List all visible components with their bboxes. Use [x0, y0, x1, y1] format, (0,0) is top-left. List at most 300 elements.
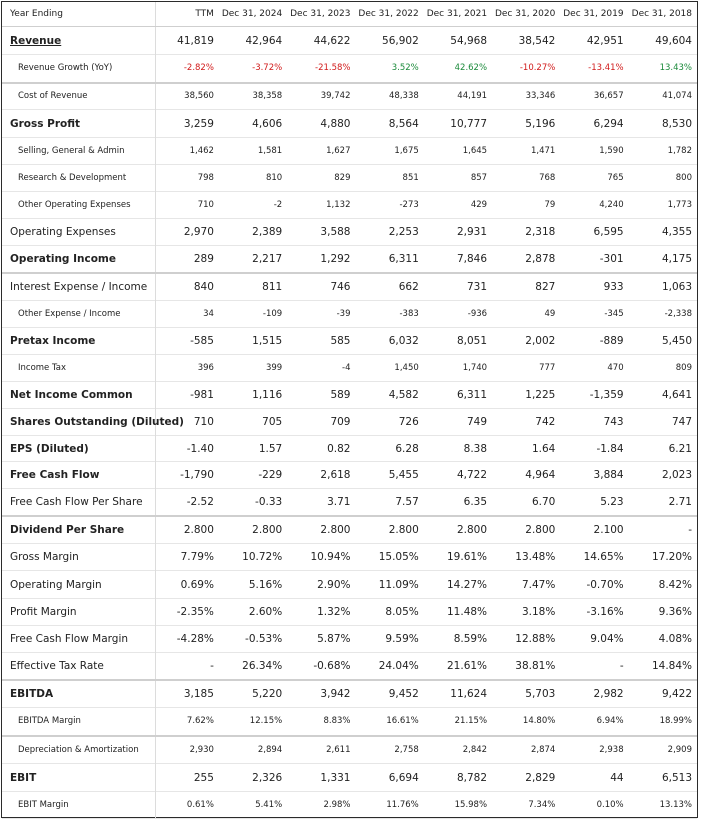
value-cell: 14.80%	[522, 716, 556, 727]
value-cell: 33,346	[525, 91, 556, 102]
value-cell: 1,675	[394, 146, 419, 156]
value-cell: 21.61%	[447, 659, 488, 672]
value-cell: 38,560	[184, 91, 214, 102]
value-cell: 38.81%	[515, 659, 556, 672]
table-row	[2, 83, 697, 110]
value-cell: 56,902	[382, 34, 419, 47]
value-cell: 42.62%	[454, 63, 488, 74]
table-row	[2, 165, 697, 192]
row-label: EBIT Margin	[18, 800, 69, 810]
row-label: Operating Income	[10, 252, 116, 265]
value-cell: -889	[599, 335, 624, 347]
row-label: Gross Profit	[10, 117, 81, 130]
value-cell: 10.72%	[242, 551, 283, 563]
value-cell: 2.60%	[248, 606, 283, 618]
value-cell: 1,627	[326, 146, 351, 156]
value-cell: 726	[398, 416, 419, 428]
value-cell: 9.36%	[658, 606, 692, 618]
value-cell: 5.87%	[317, 633, 351, 645]
value-cell: 5,196	[525, 117, 556, 130]
value-cell: -3.72%	[252, 63, 283, 74]
value-cell: 4,175	[661, 252, 692, 265]
value-cell: 4,606	[252, 117, 283, 130]
value-cell: 0.82	[327, 442, 351, 455]
value-cell: 4,964	[525, 469, 556, 481]
value-cell: 1,462	[189, 146, 214, 156]
value-cell: 44	[610, 771, 624, 784]
value-cell: 8,051	[456, 335, 488, 347]
value-cell: 6,595	[593, 226, 624, 238]
value-cell: 6,032	[388, 335, 419, 347]
value-cell: 809	[675, 363, 692, 373]
header-year-ending: Year Ending	[2, 2, 156, 27]
value-cell: 1,515	[252, 335, 283, 347]
value-cell: 42,951	[586, 34, 624, 47]
row-label-cell	[2, 708, 156, 736]
header-ttm[interactable]: TTM	[156, 2, 219, 27]
row-label-cell	[2, 301, 156, 328]
row-label-cell	[2, 110, 156, 138]
value-cell: 36,657	[593, 91, 624, 102]
value-cell: 2,970	[183, 226, 214, 238]
value-cell: 2,982	[593, 687, 624, 700]
value-cell: 34	[203, 309, 214, 319]
value-cell: -585	[190, 335, 214, 347]
value-cell: -21.58%	[315, 63, 351, 74]
row-label-cell	[2, 792, 156, 819]
value-cell: 6.70	[531, 495, 556, 508]
value-cell: 746	[330, 280, 351, 293]
value-cell: 6,694	[388, 771, 419, 784]
value-cell: -301	[599, 252, 624, 265]
value-cell: 749	[467, 416, 488, 428]
value-cell: 2.71	[668, 495, 692, 508]
row-label-cell	[2, 165, 156, 192]
value-cell: -936	[467, 309, 488, 319]
row-label: Profit Margin	[10, 606, 77, 618]
value-cell: 2.100	[593, 523, 624, 536]
value-cell: 8,564	[388, 117, 419, 130]
row-label: EBIT	[10, 771, 37, 784]
value-cell: 1,116	[252, 389, 283, 401]
value-cell: 8.38	[463, 442, 488, 455]
value-cell: 6,294	[593, 117, 624, 130]
value-cell: 710	[193, 416, 214, 428]
row-label: Dividend Per Share	[10, 523, 125, 536]
row-label-cell	[2, 409, 184, 436]
value-cell: 9.04%	[590, 633, 624, 645]
value-cell: -1.40	[186, 442, 214, 455]
financials-table-frame	[1, 1, 698, 818]
value-cell: 2.800	[525, 523, 556, 536]
value-cell: -273	[399, 200, 419, 210]
value-cell: 798	[197, 173, 214, 183]
value-cell: 16.61%	[386, 716, 419, 727]
value-cell: -345	[604, 309, 624, 319]
table-row	[2, 219, 697, 246]
table-row	[2, 489, 697, 516]
value-cell: 0.61%	[186, 800, 214, 810]
value-cell: 5.23	[600, 495, 624, 508]
value-cell: 2,894	[257, 744, 283, 755]
value-cell: 396	[197, 363, 214, 373]
value-cell: 2,002	[525, 335, 556, 347]
value-cell: 1.64	[531, 442, 556, 455]
value-cell: 7.62%	[186, 716, 214, 727]
value-cell: -109	[262, 309, 283, 319]
table-row	[2, 571, 697, 599]
value-cell: 3.52%	[391, 63, 419, 74]
value-cell: 6,311	[388, 252, 419, 265]
table-row	[2, 355, 697, 382]
value-cell: 2.98%	[323, 800, 351, 810]
value-cell: 13.13%	[659, 800, 692, 810]
value-cell: 2,611	[326, 744, 351, 755]
value-cell: 7.47%	[521, 578, 556, 591]
value-cell: 11.09%	[378, 578, 419, 591]
value-cell: -13.41%	[588, 63, 624, 74]
value-cell: 5.41%	[255, 800, 283, 810]
value-cell: 12.15%	[249, 716, 283, 727]
row-label-cell	[2, 328, 156, 355]
row-label: Pretax Income	[10, 335, 96, 347]
row-label: Free Cash Flow	[10, 469, 100, 481]
value-cell: -10.27%	[519, 63, 556, 74]
value-cell: 1,740	[462, 363, 488, 373]
value-cell: 3,259	[183, 117, 214, 130]
value-cell: 3,884	[593, 469, 624, 481]
table-row	[2, 764, 697, 792]
value-cell: 5,455	[388, 469, 419, 481]
value-cell: 6.94%	[596, 716, 624, 727]
row-label: EPS (Diluted)	[10, 442, 89, 455]
value-cell: 2,938	[599, 744, 624, 755]
value-cell: 49,604	[655, 34, 692, 47]
value-cell: 2,318	[525, 226, 556, 238]
value-cell: -4.28%	[176, 633, 214, 645]
table-row	[2, 436, 697, 462]
row-label: EBITDA	[10, 687, 54, 700]
row-label-cell	[2, 138, 156, 165]
value-cell: 9,422	[661, 687, 692, 700]
value-cell: 6.35	[463, 495, 488, 508]
value-cell: 42,964	[245, 34, 283, 47]
value-cell: 41,819	[177, 34, 214, 47]
value-cell: -1,790	[180, 469, 214, 481]
value-cell: 585	[330, 335, 351, 347]
table-row	[2, 192, 697, 219]
row-label-cell	[2, 27, 156, 55]
value-cell: 7.57	[395, 495, 419, 508]
value-cell: 49	[544, 309, 556, 319]
value-cell: -2.35%	[176, 606, 214, 618]
row-label-cell	[2, 436, 156, 462]
value-cell: 79	[544, 200, 556, 210]
value-cell: -2.52	[186, 495, 214, 508]
table-row	[2, 462, 697, 489]
value-cell: 41,074	[662, 91, 692, 102]
value-cell: -1,359	[589, 389, 624, 401]
value-cell: 1,450	[394, 363, 419, 373]
value-cell: -229	[258, 469, 283, 481]
row-label[interactable]: Revenue	[10, 34, 62, 47]
value-cell: -2.82%	[183, 63, 214, 74]
table-row	[2, 626, 697, 653]
header-2019[interactable]: Dec 31, 2019	[560, 2, 628, 27]
header-2022[interactable]: Dec 31, 2022	[355, 2, 423, 27]
table-row	[2, 736, 697, 764]
value-cell: 768	[539, 173, 556, 183]
value-cell: -1.84	[596, 442, 624, 455]
table-row	[2, 544, 697, 571]
row-label-cell	[2, 192, 156, 219]
row-label-cell	[2, 516, 156, 544]
value-cell: 857	[470, 173, 488, 183]
value-cell: 14.65%	[583, 551, 624, 563]
row-label-cell	[2, 544, 156, 571]
row-label: Other Operating Expenses	[18, 200, 131, 210]
row-label: Free Cash Flow Per Share	[10, 495, 143, 508]
value-cell: 4.08%	[658, 633, 692, 645]
value-cell: 827	[535, 280, 556, 293]
row-label-cell	[2, 571, 156, 599]
value-cell: 810	[265, 173, 283, 183]
value-cell: 21.15%	[454, 716, 488, 727]
value-cell: 12.88%	[515, 633, 556, 645]
table-row	[2, 138, 697, 165]
value-cell: 747	[671, 416, 692, 428]
value-cell: -383	[399, 309, 419, 319]
value-cell: 5,703	[525, 687, 556, 700]
header-2021[interactable]: Dec 31, 2021	[424, 2, 492, 27]
value-cell: 38,358	[252, 91, 283, 102]
value-cell: 10.94%	[310, 551, 351, 563]
row-label-cell	[2, 599, 156, 626]
value-cell: 8,782	[456, 771, 488, 784]
row-label: Effective Tax Rate	[10, 659, 104, 672]
header-2018[interactable]: Dec 31, 2018	[629, 2, 697, 27]
row-label-cell	[2, 83, 156, 110]
value-cell: 2,217	[252, 252, 283, 265]
row-label-cell	[2, 355, 156, 382]
value-cell: 8.59%	[453, 633, 488, 645]
value-cell: 765	[607, 173, 624, 183]
value-cell: 2,389	[252, 226, 283, 238]
table-row	[2, 27, 697, 55]
value-cell: 777	[539, 363, 556, 373]
value-cell: 3.71	[327, 495, 351, 508]
value-cell: 5.16%	[248, 578, 283, 591]
value-cell: 933	[603, 280, 624, 293]
value-cell: 2.800	[183, 523, 214, 536]
table-row	[2, 792, 697, 819]
value-cell: 13.48%	[515, 551, 556, 563]
value-cell: 26.34%	[242, 659, 283, 672]
value-cell: 851	[402, 173, 419, 183]
value-cell: 2,023	[661, 469, 692, 481]
table-row	[2, 55, 697, 83]
value-cell: 5,220	[252, 687, 283, 700]
value-cell: 705	[262, 416, 283, 428]
value-cell: 829	[334, 173, 351, 183]
value-cell: 2.90%	[317, 578, 351, 591]
value-cell: 800	[675, 173, 692, 183]
value-cell: -0.70%	[586, 578, 624, 591]
value-cell: 6.28	[395, 442, 419, 455]
value-cell: 8,530	[661, 117, 692, 130]
value-cell: 1,782	[667, 146, 692, 156]
table-row	[2, 110, 697, 138]
value-cell: 1,581	[257, 146, 283, 156]
value-cell: 44,191	[457, 91, 488, 102]
value-cell: -3.16%	[586, 606, 624, 618]
value-cell: 710	[197, 200, 214, 210]
value-cell: 6,311	[456, 389, 488, 401]
row-label-cell	[2, 382, 156, 409]
value-cell: 1,331	[320, 771, 351, 784]
value-cell: -	[619, 659, 624, 672]
value-cell: 2.800	[320, 523, 351, 536]
header-2024[interactable]: Dec 31, 2024	[219, 2, 287, 27]
value-cell: 4,240	[599, 200, 624, 210]
row-label: Net Income Common	[10, 389, 133, 401]
value-cell: 2,253	[388, 226, 419, 238]
value-cell: 2,909	[667, 744, 692, 755]
table-row	[2, 680, 697, 708]
header-2020[interactable]: Dec 31, 2020	[492, 2, 560, 27]
table-row	[2, 653, 697, 680]
row-label: Interest Expense / Income	[10, 280, 148, 293]
value-cell: 44,622	[313, 34, 351, 47]
value-cell: -0.68%	[313, 659, 351, 672]
value-cell: 662	[398, 280, 419, 293]
value-cell: 11,624	[450, 687, 488, 700]
value-cell: 1,225	[525, 389, 556, 401]
value-cell: 8.05%	[385, 606, 419, 618]
value-cell: 1.32%	[317, 606, 351, 618]
value-cell: 14.27%	[447, 578, 488, 591]
value-cell: 1,063	[661, 280, 692, 293]
header-row	[2, 2, 697, 27]
row-label: Other Expense / Income	[18, 309, 121, 319]
value-cell: -0.53%	[245, 633, 283, 645]
value-cell: 2,758	[394, 744, 419, 755]
row-label: Free Cash Flow Margin	[10, 633, 129, 645]
row-label: EBITDA Margin	[18, 716, 81, 727]
value-cell: 48,338	[389, 91, 419, 102]
value-cell: 840	[193, 280, 214, 293]
value-cell: 1,132	[326, 200, 351, 210]
value-cell: 14.84%	[651, 659, 692, 672]
header-2023[interactable]: Dec 31, 2023	[287, 2, 355, 27]
value-cell: 1,590	[599, 146, 624, 156]
value-cell: -2	[273, 200, 283, 210]
row-label: Cost of Revenue	[18, 91, 88, 102]
table-row	[2, 246, 697, 273]
value-cell: -2,338	[664, 309, 692, 319]
value-cell: 743	[603, 416, 624, 428]
value-cell: 8.83%	[323, 716, 351, 727]
table-row	[2, 599, 697, 626]
value-cell: 4,722	[456, 469, 488, 481]
value-cell: 2,829	[525, 771, 556, 784]
table-body	[2, 27, 697, 819]
value-cell: 11.48%	[447, 606, 488, 618]
value-cell: 2,618	[320, 469, 351, 481]
value-cell: 7,846	[456, 252, 488, 265]
row-label-cell	[2, 273, 156, 301]
row-label: Depreciation & Amortization	[18, 744, 139, 755]
value-cell: 0.69%	[180, 578, 214, 591]
value-cell: 1.57	[258, 442, 283, 455]
value-cell: 2,842	[462, 744, 488, 755]
row-label: Research & Development	[18, 173, 127, 183]
value-cell: 17.20%	[651, 551, 692, 563]
table-row	[2, 328, 697, 355]
value-cell: 589	[330, 389, 351, 401]
row-label-cell	[2, 653, 156, 680]
value-cell: 11.76%	[386, 800, 419, 810]
value-cell: 731	[467, 280, 488, 293]
row-label: Operating Margin	[10, 578, 102, 591]
value-cell: 4,355	[661, 226, 692, 238]
value-cell: 742	[535, 416, 556, 428]
value-cell: 24.04%	[378, 659, 419, 672]
value-cell: 0.10%	[596, 800, 624, 810]
row-label-cell	[2, 489, 156, 516]
value-cell: 4,880	[320, 117, 351, 130]
value-cell: 13.43%	[659, 63, 692, 74]
value-cell: 2,878	[525, 252, 556, 265]
row-label-cell	[2, 246, 156, 273]
value-cell: 10,777	[450, 117, 488, 130]
value-cell: 38,542	[518, 34, 556, 47]
value-cell: 3,185	[183, 687, 214, 700]
value-cell: 3.18%	[521, 606, 556, 618]
table-row	[2, 516, 697, 544]
value-cell: 2,874	[530, 744, 556, 755]
value-cell: 18.99%	[659, 716, 692, 727]
row-label: Operating Expenses	[10, 226, 116, 238]
row-label-cell	[2, 219, 156, 246]
value-cell: 429	[470, 200, 488, 210]
value-cell: 399	[265, 363, 283, 373]
income-statement-table	[2, 2, 697, 819]
row-label-cell	[2, 680, 156, 708]
row-label: Shares Outstanding (Diluted)	[10, 416, 184, 428]
value-cell: -39	[336, 309, 351, 319]
value-cell: 6.21	[668, 442, 692, 455]
value-cell: 9.59%	[385, 633, 419, 645]
row-label-cell	[2, 626, 156, 653]
value-cell: -981	[190, 389, 214, 401]
table-row	[2, 382, 697, 409]
value-cell: -	[688, 523, 692, 536]
value-cell: 709	[330, 416, 351, 428]
value-cell: 15.98%	[454, 800, 488, 810]
value-cell: 2.800	[388, 523, 419, 536]
value-cell: 1,471	[530, 146, 556, 156]
row-label-cell	[2, 764, 156, 792]
value-cell: 1,645	[462, 146, 488, 156]
value-cell: 2.800	[456, 523, 488, 536]
value-cell: 1,773	[667, 200, 692, 210]
value-cell: 289	[193, 252, 214, 265]
value-cell: 2,326	[252, 771, 283, 784]
value-cell: 19.61%	[447, 551, 488, 563]
value-cell: 9,452	[388, 687, 419, 700]
value-cell: -0.33	[255, 495, 283, 508]
